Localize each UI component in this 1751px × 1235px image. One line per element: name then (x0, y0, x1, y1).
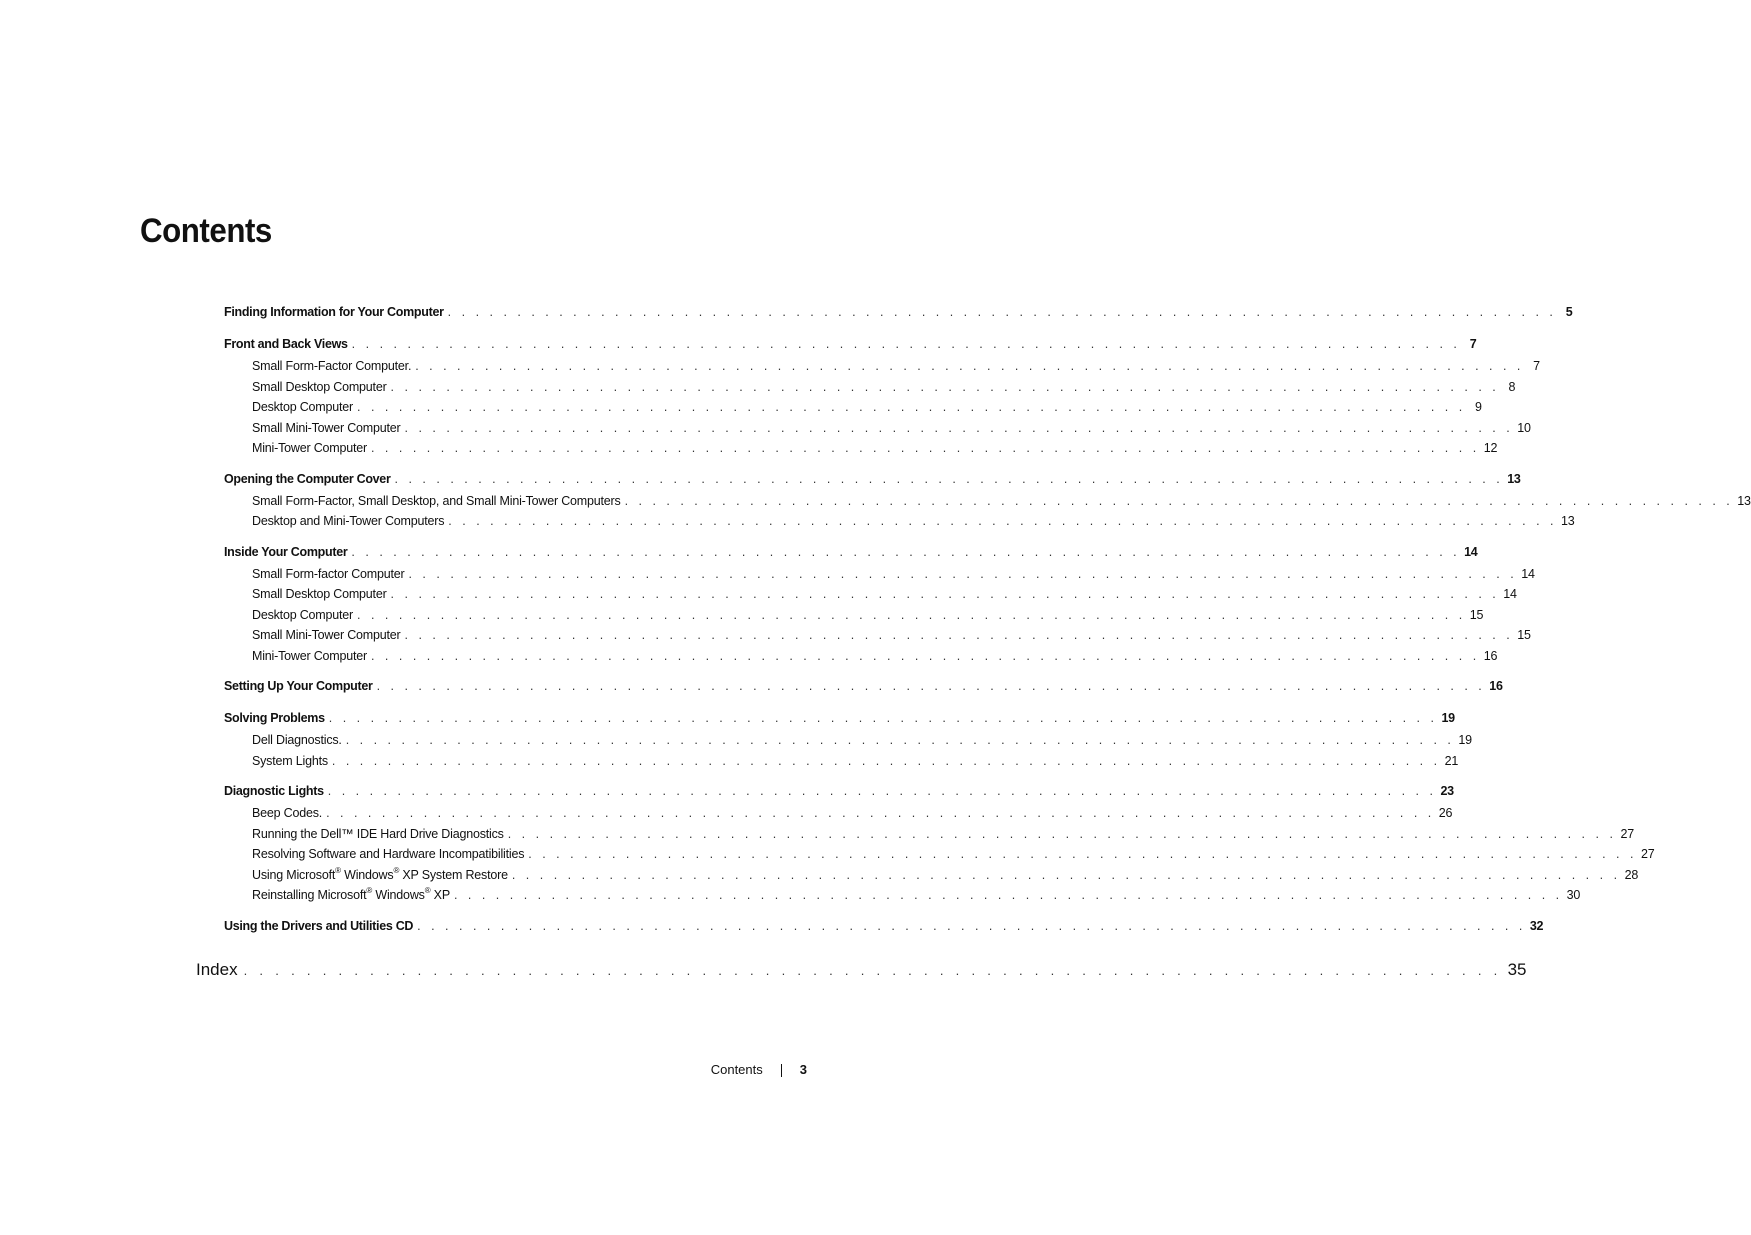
dot-leader: . . . . . . . . . . . . . . . . . . . . . . . . . . . . . . . . . . . . . . . . . . . . . . . . . . . . . . . . . . . . . . . . . . . . . . . . . . . . . . . . (351, 544, 1461, 559)
toc-chapter-entry[interactable] (224, 914, 1544, 938)
toc-entry-page: 7 (1469, 337, 1477, 351)
dot-leader: . . . . . . . . . . . . . . . . . . . . . . . . . . . . . . . . . . . . . . . . . . . . . . . . . . . . . . . . . . . . . . . . . . . . . . . . . . . . . . . . (390, 379, 1500, 394)
dot-leader: . . . . . . . . . . . . . . . . . . . . . . . . . . . . . . . . . . . . . . . . . . . . . . . . . . . . . . . . . . . . . . . . . . . . . . . . . . . . . . . . (448, 514, 1557, 528)
toc-entry-page: 30 (1566, 888, 1581, 902)
toc-entry-label: Inside Your Computer (224, 544, 348, 559)
toc-entry-label: Desktop Computer (252, 607, 354, 622)
toc-subsection-entry[interactable] (224, 511, 1575, 532)
toc-entry-label: Dell Diagnostics. (252, 733, 342, 747)
toc-entry-label: Small Mini-Tower Computer (252, 420, 401, 435)
footer-page-number: 3 (799, 1062, 807, 1077)
toc-subsection-entry[interactable] (224, 356, 1540, 377)
dot-leader: . . . . . . . . . . . . . . . . . . . . . . . . . . . . . . . . . . . . . . . . . . . . . . . . . . . . . . . . . . . . . . . . . . . . . . . . . . . . . . . . (511, 867, 1621, 882)
toc-entry-label: Mini-Tower Computer (252, 648, 367, 663)
toc-subsection-entry[interactable] (224, 646, 1498, 667)
toc-entry-label: Desktop Computer (252, 400, 354, 414)
toc-entry-label: Reinstalling Microsoft® Windows® XP (252, 886, 450, 902)
toc-subsection-entry[interactable] (224, 824, 1634, 845)
dot-leader: . . . . . . . . . . . . . . . . . . . . . . . . . . . . . . . . . . . . . . . . . . . . . . . . . . . . . . . . . . . . . . . . . . . . . . . . . . . . . . . . (243, 963, 1502, 978)
toc-subsection-entry[interactable] (224, 397, 1482, 418)
dot-leader: . . . . . . . . . . . . . . . . . . . . . . . . . . . . . . . . . . . . . . . . . . . . . . . . . . . . . . . . . . . . . . . . . . . . . . . . . . . . . . . . (357, 400, 1466, 414)
dot-leader: . . . . . . . . . . . . . . . . . . . . . . . . . . . . . . . . . . . . . . . . . . . . . . . . . . . . . . . . . . . . . . . . . . . . . . . . . . . . . . . . (390, 587, 1500, 601)
toc-subsection-entry[interactable] (224, 418, 1531, 439)
dot-leader: . . . . . . . . . . . . . . . . . . . . . . . . . . . . . . . . . . . . . . . . . . . . . . . . . . . . . . . . . . . . . . . . . . . . . . . . . . . . . . . . (507, 826, 1617, 841)
toc-entry-page: 12 (1483, 441, 1498, 455)
toc-entry-label: Small Mini-Tower Computer (252, 628, 401, 642)
toc-entry-page: 16 (1483, 648, 1498, 663)
toc-entry-page: 14 (1464, 544, 1478, 559)
toc-entry-label: Opening the Computer Cover (224, 471, 391, 486)
dot-leader: . . . . . . . . . . . . . . . . . . . . . . . . . . . . . . . . . . . . . . . . . . . . . . . . . . . . . . . . . . . . . . . . . . . . . . . . . . . . . . . . (624, 493, 1734, 508)
toc-entry-page: 8 (1508, 379, 1516, 394)
toc-entry-label: Resolving Software and Hardware Incompatibilities (252, 847, 525, 861)
toc-subsection-entry[interactable] (224, 605, 1484, 626)
dot-leader: . . . . . . . . . . . . . . . . . . . . . . . . . . . . . . . . . . . . . . . . . . . . . . . . . . . . . . . . . . . . . . . . . . . . . . . . . . . . . . . . (404, 628, 1514, 642)
toc-entry-page: 15 (1469, 607, 1484, 622)
toc-entry-page: 13 (1507, 471, 1521, 486)
toc-subsection-entry[interactable] (224, 625, 1531, 646)
toc-entry-page: 13 (1561, 514, 1575, 528)
toc-entry-label: Using Microsoft® Windows® XP System Restore (252, 865, 508, 882)
dot-leader: . . . . . . . . . . . . . . . . . . . . . . . . . . . . . . . . . . . . . . . . . . . . . . . . . . . . . . . . . . . . . . . . . . . . . . . . . . . . . . . . (327, 784, 1437, 798)
dot-leader: . . . . . . . . . . . . . . . . . . . . . . . . . . . . . . . . . . . . . . . . . . . . . . . . . . . . . . . . . . . . . . . . . . . . . . . . . . . . . . . . (453, 888, 1563, 902)
toc-entry-page: 5 (1565, 305, 1573, 319)
toc-entry-page: 28 (1624, 867, 1639, 882)
toc-entry-label: Front and Back Views (224, 337, 348, 351)
toc-entry-page: 10 (1517, 420, 1531, 435)
toc-entry-label: Beep Codes. (252, 806, 323, 820)
toc-entry-label: Running the Dell™ IDE Hard Drive Diagnostics (252, 826, 504, 841)
toc-entry-page: 26 (1438, 806, 1453, 820)
toc-section (224, 332, 1540, 459)
toc-entry-page: 14 (1503, 587, 1517, 601)
toc-entry-page: 32 (1529, 918, 1544, 933)
toc-entry-label: Setting Up Your Computer (224, 679, 373, 693)
dot-leader: . . . . . . . . . . . . . . . . . . . . . . . . . . . . . . . . . . . . . . . . . . . . . . . . . . . . . . . . . . . . . . . . . . . . . . . . . . . . . . . . (331, 753, 1441, 768)
toc-entry-page: 7 (1533, 359, 1540, 373)
footer-section-label: Contents (710, 1062, 763, 1077)
dot-leader: . . . . . . . . . . . . . . . . . . . . . . . . . . . . . . . . . . . . . . . . . . . . . . . . . . . . . . . . . . . . . . . . . . . . . . . . . . . . . . . . (415, 359, 1524, 373)
toc-subsection-entry[interactable] (224, 377, 1516, 398)
toc-entry-label: Solving Problems (224, 711, 325, 725)
toc-entry-page: 14 (1521, 566, 1535, 581)
toc-entry-label: Diagnostic Lights (224, 784, 324, 798)
toc-chapter-entry[interactable] (224, 332, 1477, 356)
dot-leader: . . . . . . . . . . . . . . . . . . . . . . . . . . . . . . . . . . . . . . . . . . . . . . . . . . . . . . . . . . . . . . . . . . . . . . . . . . . . . . . . (357, 607, 1466, 622)
dot-leader: . . . . . . . . . . . . . . . . . . . . . . . . . . . . . . . . . . . . . . . . . . . . . . . . . . . . . . . . . . . . . . . . . . . . . . . . . . . . . . . . (408, 566, 1518, 581)
toc-entry-page: 19 (1458, 733, 1472, 747)
toc-entry-label: Small Desktop Computer (252, 379, 387, 394)
toc-subsection-entry[interactable] (224, 803, 1453, 824)
dot-leader: . . . . . . . . . . . . . . . . . . . . . . . . . . . . . . . . . . . . . . . . . . . . . . . . . . . . . . . . . . . . . . . . . . . . . . . . . . . . . . . . (417, 918, 1526, 933)
toc-chapter-entry[interactable] (224, 300, 1573, 324)
page-title: Contents (140, 212, 272, 250)
toc-entry-label: Finding Information for Your Computer (224, 305, 444, 319)
toc-subsection-entry[interactable] (224, 730, 1472, 751)
toc-chapter-entry[interactable] (224, 674, 1503, 698)
toc-subsection-entry[interactable] (224, 844, 1655, 865)
dot-leader: . . . . . . . . . . . . . . . . . . . . . . . . . . . . . . . . . . . . . . . . . . . . . . . . . . . . . . . . . . . . . . . . . . . . . . . . . . . . . . . . (394, 471, 1504, 486)
dot-leader: . . . . . . . . . . . . . . . . . . . . . . . . . . . . . . . . . . . . . . . . . . . . . . . . . . . . . . . . . . . . . . . . . . . . . . . . . . . . . . . . (351, 337, 1461, 351)
toc-entry-label: Small Form-Factor Computer. (252, 359, 412, 373)
dot-leader: . . . . . . . . . . . . . . . . . . . . . . . . . . . . . . . . . . . . . . . . . . . . . . . . . . . . . . . . . . . . . . . . . . . . . . . . . . . . . . . . (345, 733, 1455, 747)
toc-section (224, 674, 1503, 698)
toc-entry-label: Using the Drivers and Utilities CD (224, 918, 414, 933)
dot-leader: . . . . . . . . . . . . . . . . . . . . . . . . . . . . . . . . . . . . . . . . . . . . . . . . . . . . . . . . . . . . . . . . . . . . . . . . . . . . . . . . (328, 711, 1438, 725)
toc-entry-page: 27 (1620, 826, 1634, 841)
toc-section (224, 467, 1751, 532)
page-footer (711, 1060, 807, 1080)
toc-section (224, 779, 1655, 906)
toc-entry-label: Mini-Tower Computer (252, 441, 367, 455)
toc-entry-label: Small Form-Factor, Small Desktop, and Small Mini-Tower Computers (252, 493, 621, 508)
dot-leader: . . . . . . . . . . . . . . . . . . . . . . . . . . . . . . . . . . . . . . . . . . . . . . . . . . . . . . . . . . . . . . . . . . . . . . . . . . . . . . . . (326, 806, 1435, 820)
toc-chapter-entry[interactable] (224, 540, 1478, 564)
toc-chapter-entry[interactable] (224, 779, 1454, 803)
dot-leader: . . . . . . . . . . . . . . . . . . . . . . . . . . . . . . . . . . . . . . . . . . . . . . . . . . . . . . . . . . . . . . . . . . . . . . . . . . . . . . . . (404, 420, 1514, 435)
toc-entry-page: 27 (1640, 847, 1655, 861)
dot-leader: . . . . . . . . . . . . . . . . . . . . . . . . . . . . . . . . . . . . . . . . . . . . . . . . . . . . . . . . . . . . . . . . . . . . . . . . . . . . . . . . (447, 305, 1557, 319)
toc-subsection-entry[interactable] (224, 584, 1517, 605)
toc-subsection-entry[interactable] (224, 885, 1581, 906)
toc-section (224, 706, 1472, 771)
toc-subsection-entry[interactable] (224, 751, 1459, 772)
toc-entry-label: Small Desktop Computer (252, 587, 387, 601)
toc-section (224, 540, 1535, 667)
toc-section (224, 300, 1573, 324)
toc-chapter-entry[interactable] (224, 467, 1521, 491)
toc-subsection-entry[interactable] (224, 865, 1639, 886)
toc-entry-page: 16 (1489, 679, 1503, 693)
toc-entry-page: 15 (1517, 628, 1531, 642)
dot-leader: . . . . . . . . . . . . . . . . . . . . . . . . . . . . . . . . . . . . . . . . . . . . . . . . . . . . . . . . . . . . . . . . . . . . . . . . . . . . . . . . (376, 679, 1486, 693)
toc-entry-label: Small Form-factor Computer (252, 566, 405, 581)
dot-leader: . . . . . . . . . . . . . . . . . . . . . . . . . . . . . . . . . . . . . . . . . . . . . . . . . . . . . . . . . . . . . . . . . . . . . . . . . . . . . . . . (370, 441, 1480, 455)
toc-index-entry[interactable] (196, 958, 1527, 983)
toc-entry-page: 21 (1444, 753, 1459, 768)
toc-section (224, 914, 1544, 938)
toc-entry-page: 19 (1441, 711, 1455, 725)
table-of-contents (224, 300, 1751, 946)
toc-entry-page: 9 (1474, 400, 1482, 414)
toc-subsection-entry[interactable] (224, 491, 1751, 512)
dot-leader: . . . . . . . . . . . . . . . . . . . . . . . . . . . . . . . . . . . . . . . . . . . . . . . . . . . . . . . . . . . . . . . . . . . . . . . . . . . . . . . . (370, 648, 1480, 663)
toc-subsection-entry[interactable] (224, 438, 1498, 459)
dot-leader: . . . . . . . . . . . . . . . . . . . . . . . . . . . . . . . . . . . . . . . . . . . . . . . . . . . . . . . . . . . . . . . . . . . . . . . . . . . . . . . . (528, 847, 1637, 861)
toc-subsection-entry[interactable] (224, 564, 1535, 585)
toc-entry-page: 13 (1737, 493, 1751, 508)
toc-entry-label: System Lights (252, 753, 328, 768)
toc-entry-label: Desktop and Mini-Tower Computers (252, 514, 445, 528)
toc-index-page: 35 (1507, 960, 1527, 979)
footer-divider (781, 1064, 782, 1077)
toc-chapter-entry[interactable] (224, 706, 1455, 730)
toc-index-label: Index (196, 960, 238, 979)
toc-entry-page: 23 (1440, 784, 1454, 798)
